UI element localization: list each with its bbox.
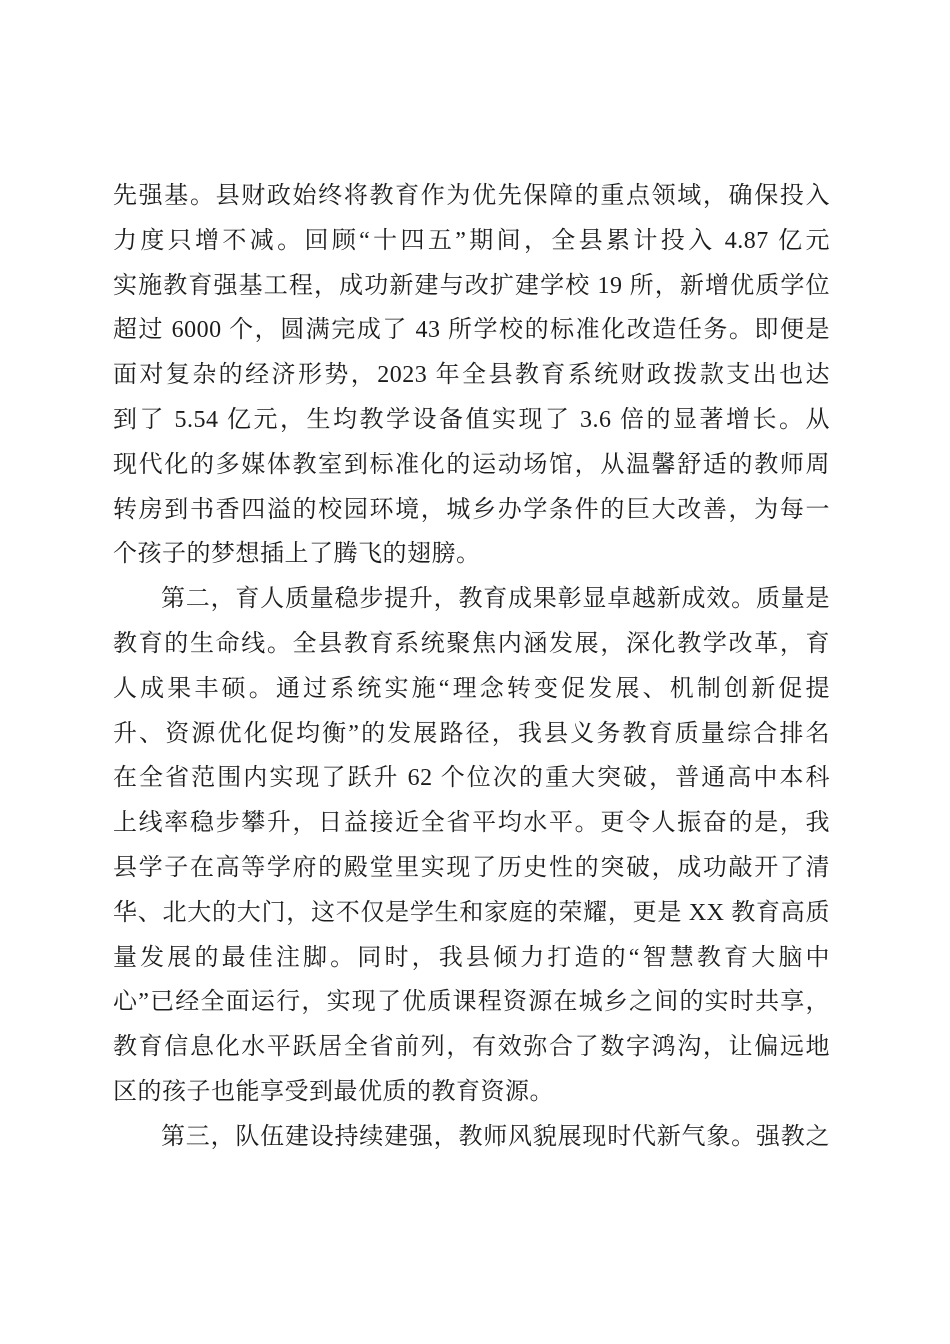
- text-line: 现代化的多媒体教室到标准化的运动场馆，从温馨舒适的教师周: [113, 451, 830, 478]
- text-line: 实施教育强基工程，成功新建与改扩建学校 19 所，新增优质学位: [113, 272, 830, 299]
- text-line: 转房到书香四溢的校园环境，城乡办学条件的巨大改善，为每一: [113, 496, 830, 523]
- text-line: 上线率稳步攀升，日益接近全省平均水平。更令人振奋的是，我: [113, 810, 830, 837]
- text-line: 第三，队伍建设持续建强，教师风貌展现时代新气象。强教之: [161, 1123, 830, 1150]
- document-body: [113, 174, 830, 1160]
- text-line: 超过 6000 个，圆满完成了 43 所学校的标准化改造任务。即便是: [113, 317, 830, 344]
- text-line: 升、资源优化促均衡”的发展路径，我县义务教育质量综合排名: [113, 720, 830, 747]
- text-line: 教育信息化水平跃居全省前列，有效弥合了数字鸿沟，让偏远地: [113, 1034, 830, 1061]
- text-line: 个孩子的梦想插上了腾飞的翅膀。: [113, 541, 481, 568]
- text-line: 华、北大的大门，这不仅是学生和家庭的荣耀，更是 XX 教育高质: [113, 899, 830, 926]
- text-line: 人成果丰硕。通过系统实施“理念转变促发展、机制创新促提: [113, 675, 830, 702]
- text-line: 力度只增不减。回顾“十四五”期间，全县累计投入 4.87 亿元: [113, 227, 830, 254]
- text-line: 区的孩子也能享受到最优质的教育资源。: [113, 1078, 554, 1105]
- text-line: 到了 5.54 亿元，生均教学设备值实现了 3.6 倍的显著增长。从: [113, 406, 830, 433]
- text-line: 先强基。县财政始终将教育作为优先保障的重点领域，确保投入: [113, 183, 830, 209]
- text-line: 教育的生命线。全县教育系统聚焦内涵发展，深化教学改革，育: [113, 630, 830, 657]
- text-line: 在全省范围内实现了跃升 62 个位次的重大突破，普通高中本科: [113, 765, 830, 792]
- text-line: 面对复杂的经济形势，2023 年全县教育系统财政拨款支出也达: [113, 362, 830, 389]
- text-line: 第二，育人质量稳步提升，教育成果彰显卓越新成效。质量是: [161, 586, 830, 613]
- text-line: 量发展的最佳注脚。同时，我县倾力打造的“智慧教育大脑中: [113, 944, 830, 971]
- text-line: 县学子在高等学府的殿堂里实现了历史性的突破，成功敲开了清: [113, 854, 830, 881]
- text-line: 心”已经全面运行，实现了优质课程资源在城乡之间的实时共享，: [113, 989, 830, 1016]
